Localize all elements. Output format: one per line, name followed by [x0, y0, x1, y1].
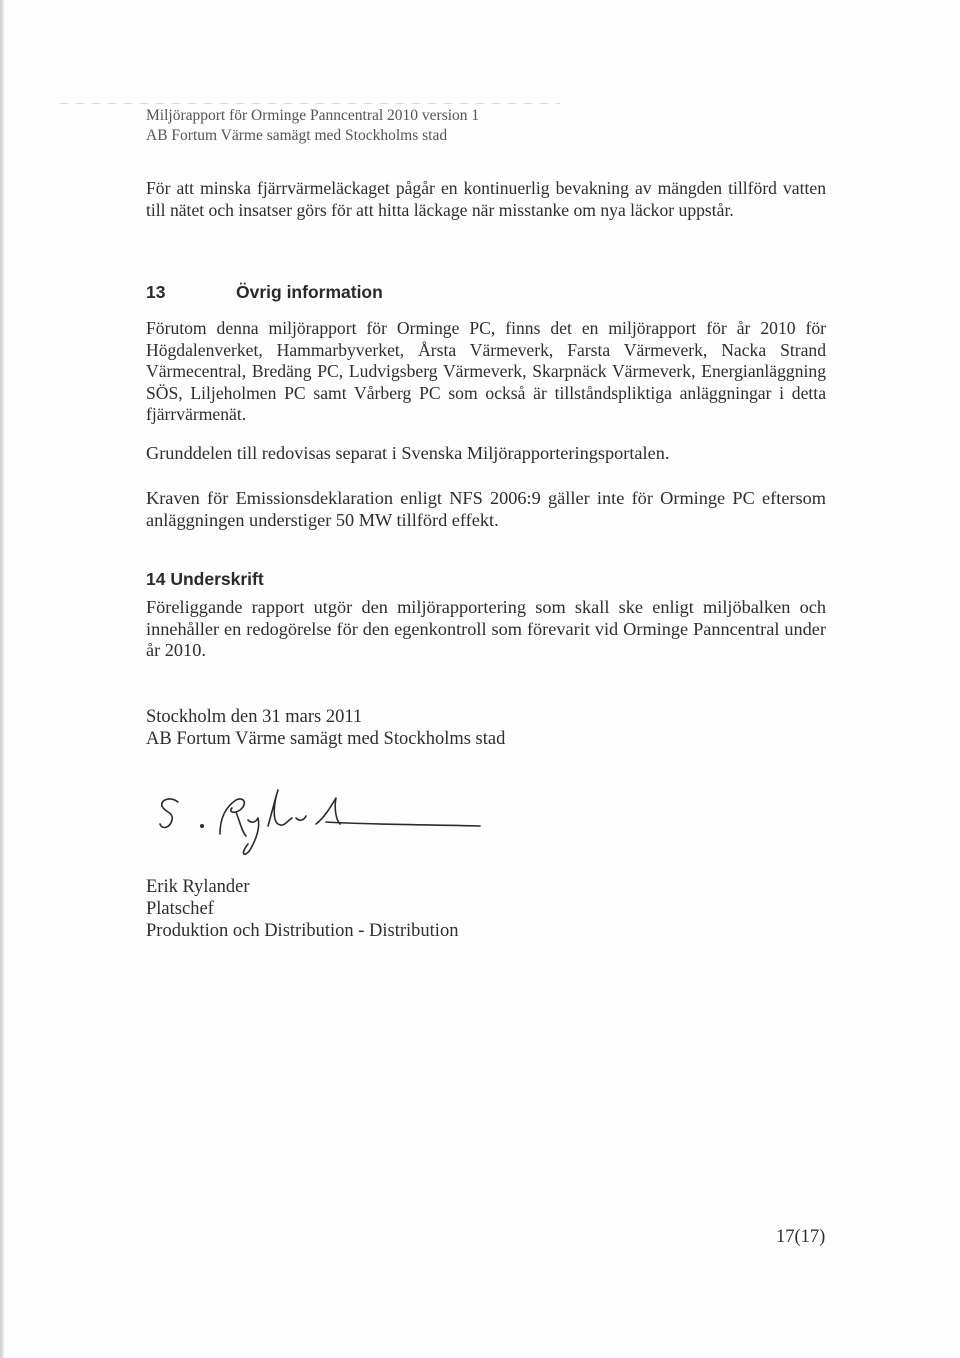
- signatory-role: Platschef: [146, 899, 214, 919]
- section-13-paragraph-1: Förutom denna miljörapport för Orminge PC, finns det en miljörapport för år 2010 för Högdalenverket, Hammarbyverket, Årsta Värmeverk, Farsta Värmeverk, Nacka Strand Värmecentral, Bredäng PC, Ludvigsberg Värmeverk, Skarpnäck Värmeverk, Energianläggning SÖS, Liljeholmen PC samt Vårberg PC som också är tillståndspliktiga anläggningar i detta fjärrvärmenät.: [146, 318, 826, 424]
- signing-place-date: Stockholm den 31 mars 2011: [146, 707, 363, 727]
- page-header: [146, 106, 479, 146]
- signatory-department: Produktion och Distribution - Distribution: [146, 921, 459, 941]
- section-13-number: 13: [146, 282, 166, 302]
- header-title: Miljörapport för Orminge Panncentral 2010 version 1: [146, 107, 480, 124]
- scan-edge: [0, 0, 4, 1358]
- header-company: AB Fortum Värme samägt med Stockholms stad: [146, 127, 448, 144]
- handwritten-signature: [140, 778, 500, 858]
- section-13-title: Övrig information: [236, 282, 383, 302]
- section-13-paragraph-3: Kraven för Emissionsdeklaration enligt NFS 2006:9 gäller inte för Orminge PC eftersom anläggningen understiger 50 MW tillförd effekt.: [146, 488, 826, 530]
- section-13-heading: [146, 282, 383, 303]
- page-number: 17(17): [776, 1227, 826, 1247]
- signing-company: AB Fortum Värme samägt med Stockholms stad: [146, 729, 506, 749]
- section-14-heading: 14 Underskrift: [146, 569, 264, 589]
- intro-paragraph: För att minska fjärrvärmeläckaget pågår en kontinuerlig bevakning av mängden tillförd vatten till nätet och insatser görs för att hitta läckage när misstanke om nya läckor uppstår.: [146, 178, 826, 220]
- section-13-paragraph-2: Grunddelen till redovisas separat i Svenska Miljörapporteringsportalen.: [146, 443, 670, 463]
- section-14-paragraph: Föreliggande rapport utgör den miljörapportering som skall ske enligt miljöbalken och innehåller en redogörelse för den egenkontroll som förevarit vid Orminge Panncentral under år 2010.: [146, 597, 826, 660]
- header-rule: [60, 103, 560, 104]
- signatory-name: Erik Rylander: [146, 877, 250, 897]
